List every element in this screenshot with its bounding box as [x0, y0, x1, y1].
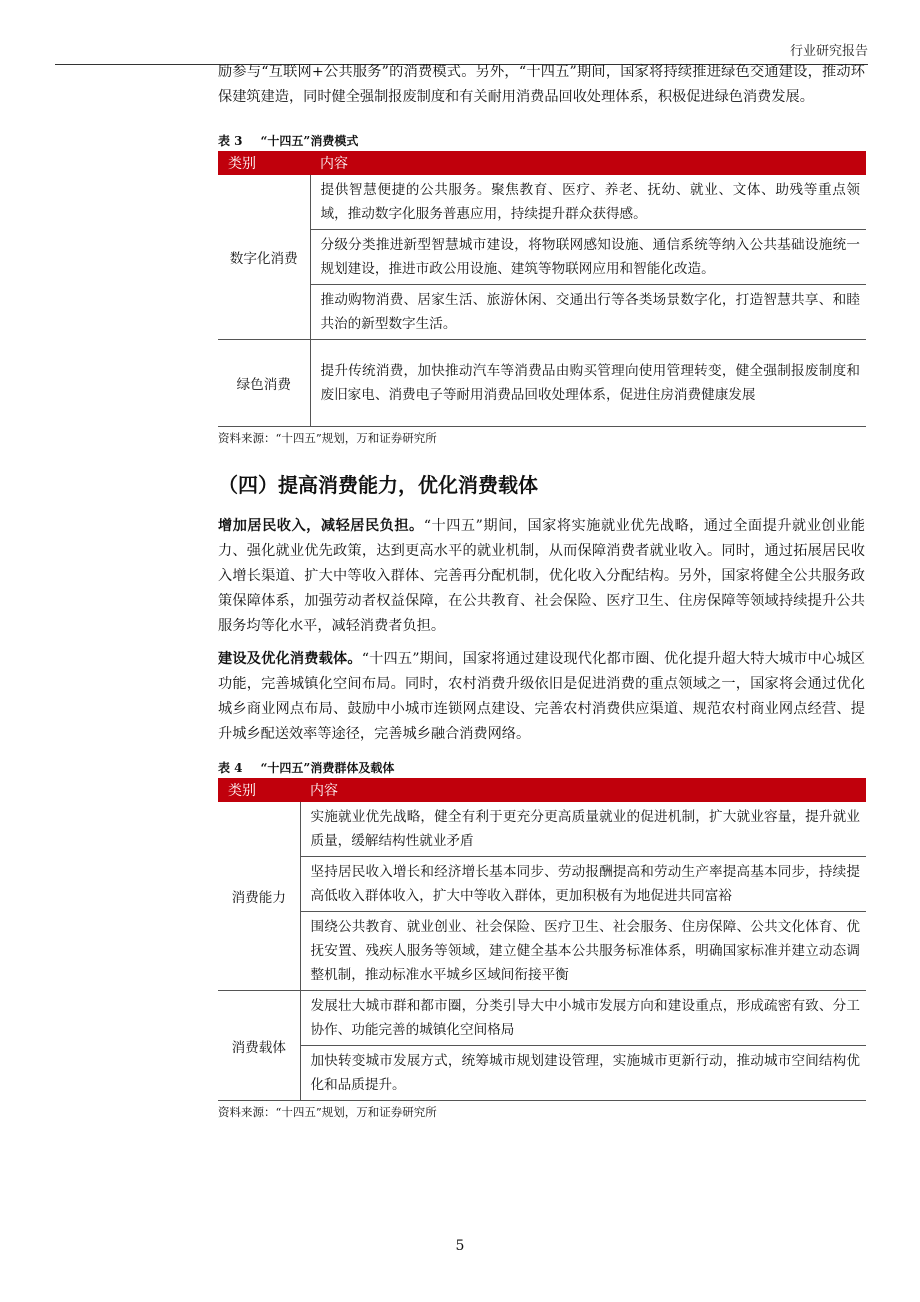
table4	[218, 778, 866, 1101]
table4-label: 表 4	[218, 761, 243, 775]
section-paragraph-1	[218, 514, 865, 639]
table4-cell: 实施就业优先战略，健全有利于更充分更高质量就业的促进机制，扩大就业容量，提升就业质量，缓解结构性就业矛盾	[300, 802, 866, 857]
table3	[218, 151, 866, 427]
table-row	[218, 340, 866, 427]
table4-cell: 加快转变城市发展方式，统筹城市规划建设管理，实施城市更新行动，推动城市空间结构优化和品质提升。	[300, 1046, 866, 1101]
table4-caption	[218, 759, 865, 777]
paragraph-1-lead: 增加居民收入，减轻居民负担。	[218, 518, 424, 534]
table4-title: “十四五”消费群体及载体	[260, 761, 395, 775]
table3-category-digital: 数字化消费	[218, 175, 310, 340]
table3-cell: 提供智慧便捷的公共服务。聚焦教育、医疗、养老、抚幼、就业、文体、助残等重点领域，推动数字化服务普惠应用，持续提升群众获得感。	[310, 175, 866, 230]
table4-source: 资料来源：“十四五”规划，万和证券研究所	[218, 1105, 437, 1119]
table3-header-content: 内容	[310, 151, 866, 175]
page-number: 5	[455, 1238, 465, 1254]
section-paragraph-2	[218, 647, 865, 747]
table-row	[218, 857, 866, 912]
paragraph-2-lead: 建设及优化消费载体。	[218, 651, 362, 667]
table4-header-category: 类别	[218, 778, 300, 802]
table3-header-row	[218, 151, 866, 175]
table-row	[218, 1046, 866, 1101]
table4-category-ability: 消费能力	[218, 802, 300, 991]
table-row	[218, 230, 866, 285]
table3-cell: 提升传统消费，加快推动汽车等消费品由购买管理向使用管理转变，健全强制报废制度和废旧家电、消费电子等耐用消费品回收处理体系，促进住房消费健康发展	[310, 340, 866, 427]
table-row	[218, 285, 866, 340]
table3-category-green: 绿色消费	[218, 340, 310, 427]
table3-label: 表 3	[218, 134, 243, 148]
table3-header-category: 类别	[218, 151, 310, 175]
section-heading: （四）提高消费能力，优化消费载体	[218, 473, 538, 497]
header-title: 行业研究报告	[789, 44, 868, 59]
table3-cell: 推动购物消费、居家生活、旅游休闲、交通出行等各类场景数字化，打造智慧共享、和睦共治的新型数字生活。	[310, 285, 866, 340]
page-content	[218, 60, 865, 1121]
table-row	[218, 802, 866, 857]
table4-header-content: 内容	[300, 778, 866, 802]
table4-cell: 围绕公共教育、就业创业、社会保险、医疗卫生、社会服务、住房保障、公共文化体育、优抚安置、残疾人服务等领域，建立健全基本公共服务标准体系，明确国家标准并建立动态调整机制，推动标准水平城乡区域间衔接平衡	[300, 912, 866, 991]
table3-title: “十四五”消费模式	[260, 134, 359, 148]
table4-category-carrier: 消费载体	[218, 991, 300, 1101]
table-row	[218, 991, 866, 1046]
paragraph-2-body: “十四五”期间，国家将通过建设现代化都市圈、优化提升超大特大城市中心城区功能，完善城镇化空间布局。同时，农村消费升级依旧是促进消费的重点领域之一，国家将会通过优化城乡商业网点布局、鼓励中小城市连锁网点建设、完善农村消费供应渠道、规范农村商业网点经营、提升城乡配送效率等途径，完善城乡融合消费网络。	[218, 651, 865, 742]
table4-cell: 发展壮大城市群和都市圈，分类引导大中小城市发展方向和建设重点，形成疏密有致、分工协作、功能完善的城镇化空间格局	[300, 991, 866, 1046]
intro-paragraph: 励参与“互联网+公共服务”的消费模式。另外，“十四五”期间，国家将持续推进绿色交通建设，推动环保建筑建造，同时健全强制报废制度和有关耐用消费品回收处理体系，积极促进绿色消费发展。	[218, 64, 865, 105]
table4-header-row	[218, 778, 866, 802]
table3-source: 资料来源：“十四五”规划，万和证券研究所	[218, 431, 437, 445]
table3-cell: 分级分类推进新型智慧城市建设，将物联网感知设施、通信系统等纳入公共基础设施统一规划建设，推进市政公用设施、建筑等物联网应用和智能化改造。	[310, 230, 866, 285]
table4-cell: 坚持居民收入增长和经济增长基本同步、劳动报酬提高和劳动生产率提高基本同步，持续提高低收入群体收入，扩大中等收入群体，更加积极有为地促进共同富裕	[300, 857, 866, 912]
paragraph-1-body: “十四五”期间，国家将实施就业优先战略，通过全面提升就业创业能力、强化就业优先政策，达到更高水平的就业机制，从而保障消费者就业收入。同时，通过拓展居民收入增长渠道、扩大中等收入群体、完善再分配机制，优化收入分配结构。另外，国家将健全公共服务政策保障体系，加强劳动者权益保障，在公共教育、社会保险、医疗卫生、住房保障等领域持续提升公共服务均等化水平，减轻消费者负担。	[218, 518, 865, 634]
table3-caption	[218, 132, 865, 150]
table-row	[218, 175, 866, 230]
table-row	[218, 912, 866, 991]
